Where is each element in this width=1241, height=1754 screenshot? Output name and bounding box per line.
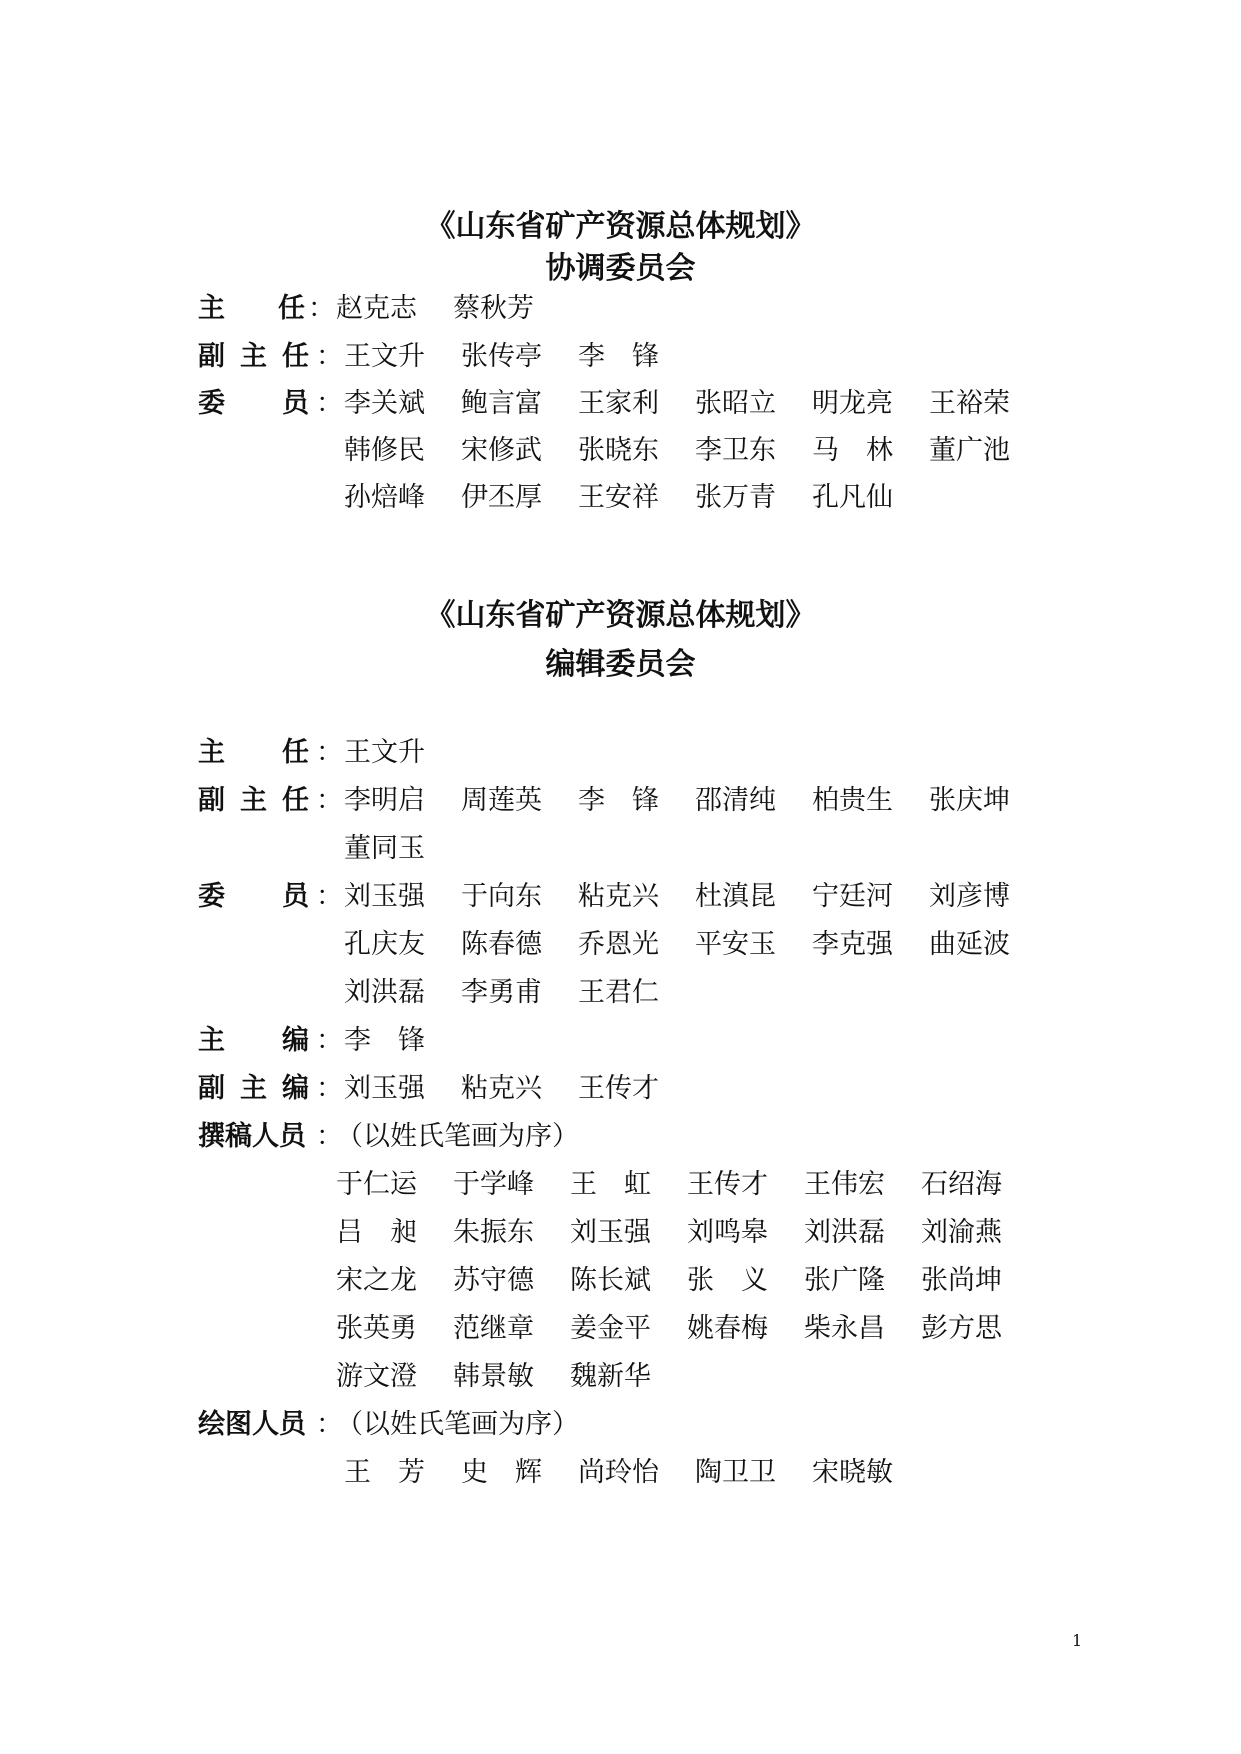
label-text: 撰稿人员 <box>198 1121 306 1152</box>
person-name: 刘渝燕 <box>921 1217 1002 1248</box>
label-char: 主 <box>198 293 225 324</box>
label-char: 主 <box>240 785 267 816</box>
label-char: 任 <box>282 341 309 372</box>
label-char: 编 <box>282 1025 309 1056</box>
label-text <box>198 731 318 775</box>
person-name: 苏守德 <box>453 1265 534 1296</box>
person-name: 王文升 <box>344 737 425 768</box>
person-name: 王传才 <box>687 1169 768 1200</box>
person-name: 王伟宏 <box>804 1169 885 1200</box>
person-name: 吕 昶 <box>336 1217 417 1248</box>
person-name: 韩景敏 <box>453 1361 534 1392</box>
colon: ： <box>316 1121 343 1152</box>
label-char: 任 <box>282 737 309 768</box>
person-name: 孔庆友 <box>344 929 425 960</box>
person-name: 孔凡仙 <box>812 482 893 513</box>
person-name: 于向东 <box>461 881 542 912</box>
person-name: 王家利 <box>578 388 659 419</box>
person-name: 陈长斌 <box>570 1265 651 1296</box>
person-name: 陶卫卫 <box>695 1457 776 1488</box>
person-name: 石绍海 <box>921 1169 1002 1200</box>
label-char: 员 <box>282 388 309 419</box>
label-char: 主 <box>198 737 225 768</box>
person-name: 马 林 <box>812 435 893 466</box>
names <box>344 335 695 379</box>
person-name: 张晓东 <box>578 435 659 466</box>
person-name: 张传亭 <box>461 341 542 372</box>
person-name: 王 芳 <box>344 1457 425 1488</box>
label-text <box>198 875 318 919</box>
person-name: 乔恩光 <box>578 929 659 960</box>
names <box>344 1019 461 1063</box>
label-char: 员 <box>282 881 309 912</box>
label-char: 主 <box>198 1025 225 1056</box>
person-name: 宋晓敏 <box>812 1457 893 1488</box>
person-name: 粘克兴 <box>461 1073 542 1104</box>
person-name: 蔡秋芳 <box>453 293 534 324</box>
person-name: 李明启 <box>344 785 425 816</box>
person-name: 董广池 <box>929 435 1010 466</box>
names <box>336 1307 1038 1351</box>
page-number: 1 <box>1072 1631 1083 1650</box>
person-name: 宋之龙 <box>336 1265 417 1296</box>
person-name: 王 虹 <box>570 1169 651 1200</box>
label-text <box>198 1067 318 1111</box>
person-name: 明龙亮 <box>812 388 893 419</box>
person-name: 王裕荣 <box>929 388 1010 419</box>
person-name: 孙焙峰 <box>344 482 425 513</box>
person-name: 游文澄 <box>336 1361 417 1392</box>
label-char: 任 <box>278 293 305 324</box>
label-char: 主 <box>240 341 267 372</box>
person-name: 张英勇 <box>336 1313 417 1344</box>
person-name: 刘鸣皋 <box>687 1217 768 1248</box>
person-name: 伊丕厚 <box>461 482 542 513</box>
colon: ： <box>316 341 343 372</box>
colon: ： <box>316 737 343 768</box>
names <box>344 827 461 871</box>
person-name: 韩修民 <box>344 435 425 466</box>
person-name: 于仁运 <box>336 1169 417 1200</box>
colon: ： <box>316 388 343 419</box>
label-char: 副 <box>198 341 225 372</box>
person-name: 刘彦博 <box>929 881 1010 912</box>
person-name: 姜金平 <box>570 1313 651 1344</box>
person-name: 姚春梅 <box>687 1313 768 1344</box>
names <box>336 1259 1038 1303</box>
person-name: 李克强 <box>812 929 893 960</box>
names <box>344 971 695 1015</box>
names <box>344 429 1046 473</box>
colon: ： <box>316 1409 343 1440</box>
person-name: 刘玉强 <box>344 881 425 912</box>
label-text <box>198 1019 318 1063</box>
person-name: 王文升 <box>344 341 425 372</box>
person-name: 赵克志 <box>336 293 417 324</box>
person-name: 宁廷河 <box>812 881 893 912</box>
person-name: 粘克兴 <box>578 881 659 912</box>
names <box>344 1451 929 1495</box>
ordering-note: （以姓氏笔画为序） <box>336 1121 579 1152</box>
label-text <box>198 382 318 426</box>
person-name: 李勇甫 <box>461 977 542 1008</box>
colon: ： <box>316 1073 343 1104</box>
person-name: 刘洪磊 <box>344 977 425 1008</box>
names <box>336 287 570 331</box>
label-text <box>198 287 318 331</box>
person-name: 张万青 <box>695 482 776 513</box>
person-name: 李 锋 <box>344 1025 425 1056</box>
names <box>336 1355 687 1399</box>
label-char: 副 <box>198 1073 225 1104</box>
person-name: 王君仁 <box>578 977 659 1008</box>
person-name: 李卫东 <box>695 435 776 466</box>
person-name: 刘玉强 <box>570 1217 651 1248</box>
person-name: 董同玉 <box>344 833 425 864</box>
colon: ： <box>316 785 343 816</box>
person-name: 魏新华 <box>570 1361 651 1392</box>
label-char: 委 <box>198 388 225 419</box>
label-text: 绘图人员 <box>198 1409 306 1440</box>
person-name: 宋修武 <box>461 435 542 466</box>
coordination-title-line2: 协调委员会 <box>545 251 696 286</box>
names <box>344 382 1046 426</box>
names <box>336 1163 1038 1207</box>
names <box>344 1067 695 1111</box>
person-name: 彭方思 <box>921 1313 1002 1344</box>
person-name: 张尚坤 <box>921 1265 1002 1296</box>
editorial-title-line1: 《山东省矿产资源总体规划》 <box>425 598 816 633</box>
editorial-title-line2: 编辑委员会 <box>545 647 696 682</box>
ordering-note: （以姓氏笔画为序） <box>336 1409 579 1440</box>
coordination-title-line1: 《山东省矿产资源总体规划》 <box>425 209 816 244</box>
person-name: 李 锋 <box>578 785 659 816</box>
person-name: 尚玲怡 <box>578 1457 659 1488</box>
label-text <box>198 335 318 379</box>
person-name: 李 锋 <box>578 341 659 372</box>
person-name: 柴永昌 <box>804 1313 885 1344</box>
person-name: 张昭立 <box>695 388 776 419</box>
label-text <box>198 779 318 823</box>
person-name: 周莲英 <box>461 785 542 816</box>
person-name: 张庆坤 <box>929 785 1010 816</box>
names <box>344 779 1046 823</box>
person-name: 史 辉 <box>461 1457 542 1488</box>
label-char: 副 <box>198 785 225 816</box>
person-name: 王传才 <box>578 1073 659 1104</box>
names <box>344 875 1046 919</box>
person-name: 鲍言富 <box>461 388 542 419</box>
person-name: 于学峰 <box>453 1169 534 1200</box>
person-name: 范继章 <box>453 1313 534 1344</box>
person-name: 张广隆 <box>804 1265 885 1296</box>
person-name: 李关斌 <box>344 388 425 419</box>
person-name: 朱振东 <box>453 1217 534 1248</box>
person-name: 张 义 <box>687 1265 768 1296</box>
person-name: 王安祥 <box>578 482 659 513</box>
person-name: 曲延波 <box>929 929 1010 960</box>
colon: ： <box>308 293 335 324</box>
colon: ： <box>316 881 343 912</box>
names <box>344 731 461 775</box>
label-char: 任 <box>282 785 309 816</box>
label-char: 编 <box>282 1073 309 1104</box>
names <box>344 923 1046 967</box>
person-name: 杜滇昆 <box>695 881 776 912</box>
label-char: 主 <box>240 1073 267 1104</box>
names <box>336 1211 1038 1255</box>
person-name: 平安玉 <box>695 929 776 960</box>
person-name: 邵清纯 <box>695 785 776 816</box>
person-name: 刘洪磊 <box>804 1217 885 1248</box>
person-name: 陈春德 <box>461 929 542 960</box>
names <box>344 476 929 520</box>
colon: ： <box>316 1025 343 1056</box>
person-name: 柏贵生 <box>812 785 893 816</box>
person-name: 刘玉强 <box>344 1073 425 1104</box>
label-char: 委 <box>198 881 225 912</box>
